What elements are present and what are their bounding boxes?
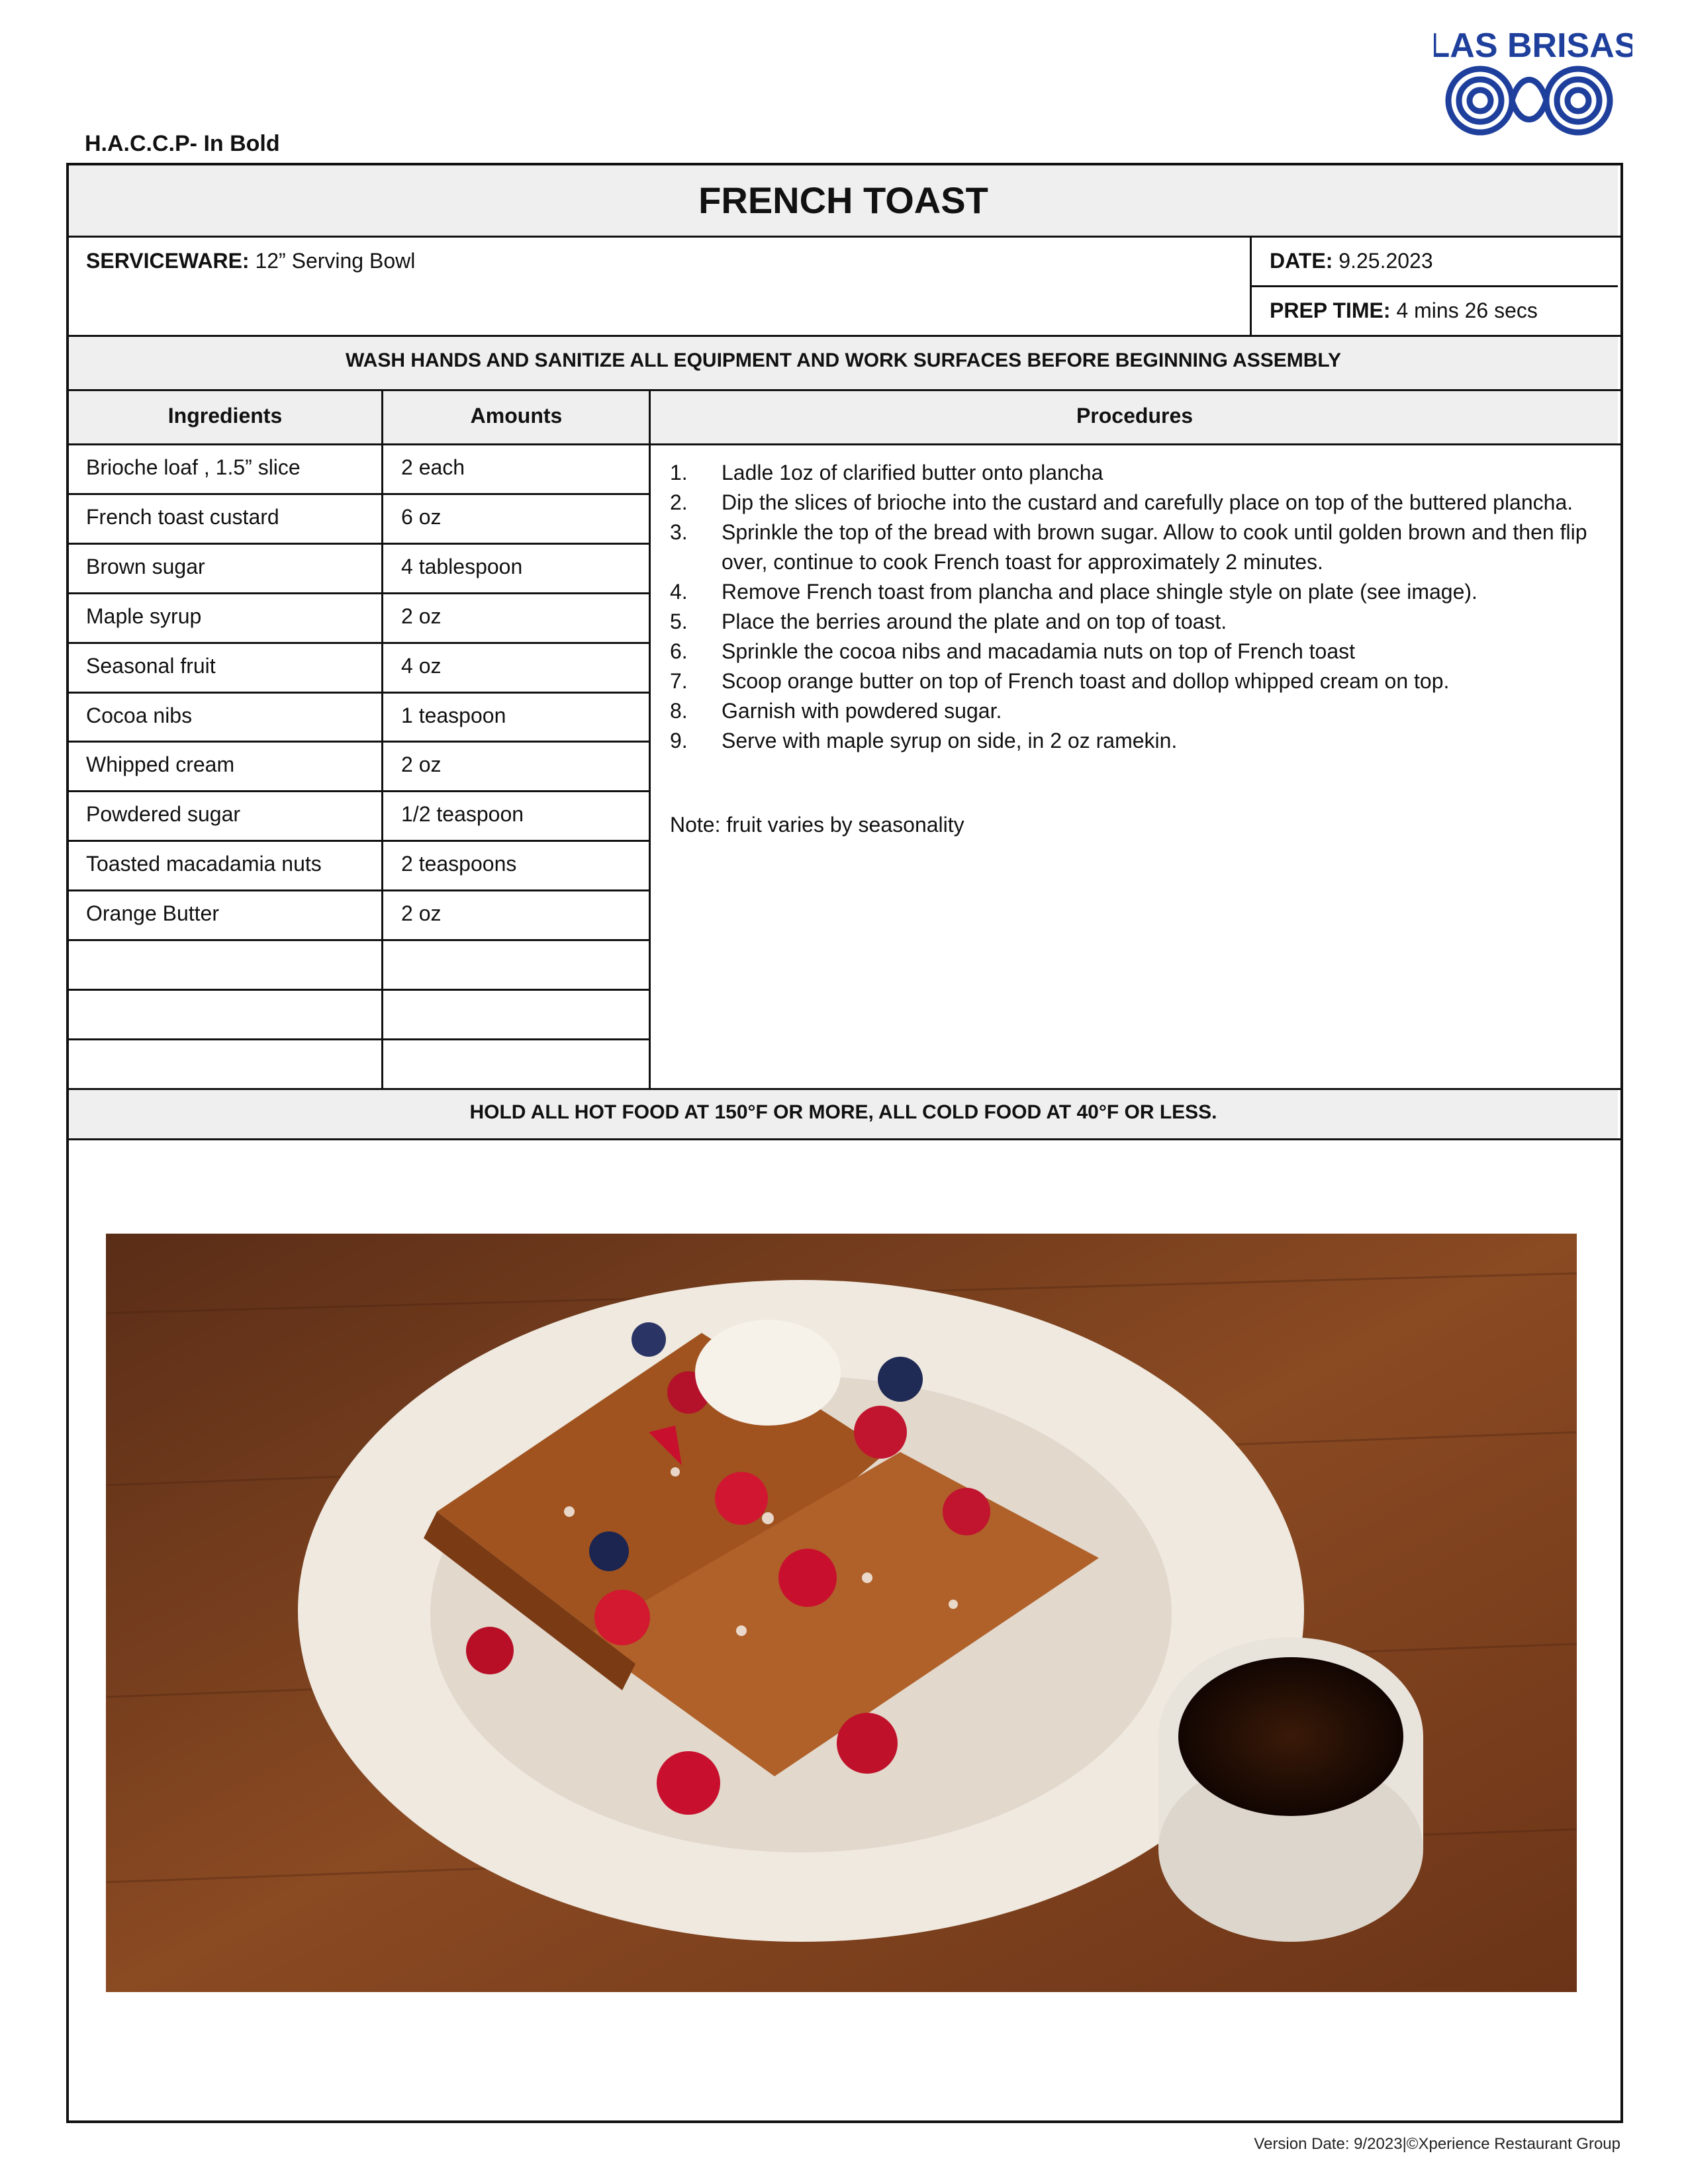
ingredient-amount: 6 oz bbox=[401, 504, 442, 529]
step-text: Dip the slices of brioche into the custard and carefully place on top of the buttered plancha. bbox=[722, 490, 1573, 514]
row-divider bbox=[66, 939, 650, 941]
ingredient-name: Brown sugar bbox=[86, 554, 205, 578]
serviceware bbox=[86, 249, 415, 273]
divider bbox=[66, 236, 1620, 238]
row-divider bbox=[66, 543, 650, 545]
ingredient-name: Cocoa nibs bbox=[86, 703, 193, 727]
step-text: Remove French toast from plancha and place shingle style on plate (see image). bbox=[722, 580, 1477, 604]
divider bbox=[66, 443, 1620, 445]
amounts-header: Amounts bbox=[470, 404, 563, 428]
serviceware-label: SERVICEWARE: bbox=[86, 249, 250, 273]
procedures-header: Procedures bbox=[1076, 404, 1194, 428]
date-value: 9.25.2023 bbox=[1338, 249, 1433, 273]
procedure-step bbox=[670, 666, 1597, 696]
step-text: Sprinkle the cocoa nibs and macadamia nuts on top of French toast bbox=[722, 639, 1355, 663]
ingredient-name: Orange Butter bbox=[86, 901, 219, 926]
step-text: Serve with maple syrup on side, in 2 oz ramekin. bbox=[722, 729, 1178, 752]
las-brisas-logo bbox=[1434, 26, 1632, 146]
ingredient-amount: 2 oz bbox=[401, 752, 442, 777]
procedure-step bbox=[670, 488, 1597, 518]
step-number: 9. bbox=[670, 729, 688, 752]
row-divider bbox=[66, 692, 650, 694]
ingredient-name: Maple syrup bbox=[86, 604, 202, 628]
procedure-step bbox=[670, 577, 1597, 607]
recipe-title: FRENCH TOAST bbox=[698, 179, 988, 221]
ingredient-amount: 1 teaspoon bbox=[401, 703, 506, 727]
french-toast-photo bbox=[106, 1234, 1577, 1992]
row-divider bbox=[66, 1038, 650, 1040]
serviceware-value: 12” Serving Bowl bbox=[255, 249, 416, 273]
step-text: Place the berries around the plate and on top of toast. bbox=[722, 610, 1227, 633]
ingredients-header: Ingredients bbox=[167, 404, 283, 428]
procedure-step bbox=[670, 696, 1597, 726]
procedures-list bbox=[670, 458, 1597, 756]
procedure-step bbox=[670, 458, 1597, 488]
ingredient-name: Seasonal fruit bbox=[86, 653, 216, 678]
step-text: Scoop orange butter on top of French toast and dollop whipped cream on top. bbox=[722, 669, 1450, 693]
row-divider bbox=[66, 493, 650, 495]
ingredient-name: Whipped cream bbox=[86, 752, 235, 777]
divider bbox=[1251, 285, 1618, 287]
prep-time-value: 4 mins 26 secs bbox=[1396, 298, 1538, 322]
step-number: 5. bbox=[670, 610, 688, 633]
ingredient-amount: 1/2 teaspoon bbox=[401, 802, 524, 827]
divider bbox=[381, 389, 383, 1088]
divider bbox=[1250, 236, 1252, 335]
row-divider bbox=[66, 889, 650, 891]
ingredient-name: Brioche loaf , 1.5” slice bbox=[86, 455, 301, 479]
haccp-note: H.A.C.C.P- In Bold bbox=[85, 131, 280, 156]
step-number: 6. bbox=[670, 639, 688, 663]
prep-time bbox=[1270, 298, 1538, 323]
ingredient-amount: 2 oz bbox=[401, 901, 442, 926]
step-number: 2. bbox=[670, 490, 688, 514]
step-number: 8. bbox=[670, 699, 688, 723]
divider bbox=[649, 389, 651, 1088]
row-divider bbox=[66, 989, 650, 991]
ingredient-amount: 2 teaspoons bbox=[401, 852, 517, 876]
step-number: 7. bbox=[670, 669, 688, 693]
ingredient-amount: 2 oz bbox=[401, 604, 442, 628]
ingredient-name: Toasted macadamia nuts bbox=[86, 852, 322, 876]
divider bbox=[66, 1088, 1620, 1090]
step-text: Garnish with powdered sugar. bbox=[722, 699, 1002, 723]
procedure-step bbox=[670, 607, 1597, 637]
prep-time-label: PREP TIME: bbox=[1270, 298, 1391, 322]
row-divider bbox=[66, 840, 650, 842]
step-text: Sprinkle the top of the bread with brown sugar. Allow to cook until golden brown and then flip over, continue to cook French toast for approximately 2 minutes. bbox=[722, 520, 1587, 574]
ingredient-amount: 4 oz bbox=[401, 653, 442, 678]
row-divider bbox=[66, 790, 650, 792]
svg-text:LAS BRISAS: LAS BRISAS bbox=[1434, 26, 1632, 65]
date bbox=[1270, 249, 1433, 273]
ingredient-amount: 2 each bbox=[401, 455, 465, 479]
row-divider bbox=[66, 642, 650, 644]
procedure-step bbox=[670, 518, 1597, 577]
step-number: 1. bbox=[670, 461, 688, 484]
ingredient-name: Powdered sugar bbox=[86, 802, 241, 827]
wash-hands-notice: WASH HANDS AND SANITIZE ALL EQUIPMENT AND WORK SURFACES BEFORE BEGINNING ASSEMBLY bbox=[346, 349, 1341, 371]
procedure-step bbox=[670, 726, 1597, 756]
step-text: Ladle 1oz of clarified butter onto plancha bbox=[722, 461, 1103, 484]
row-divider bbox=[66, 592, 650, 594]
hold-temperature-notice: HOLD ALL HOT FOOD AT 150°F OR MORE, ALL COLD FOOD AT 40°F OR LESS. bbox=[469, 1101, 1217, 1123]
divider bbox=[66, 1138, 1620, 1140]
seasonality-note: Note: fruit varies by seasonality bbox=[670, 813, 964, 837]
step-number: 4. bbox=[670, 580, 688, 604]
ingredient-name: French toast custard bbox=[86, 504, 279, 529]
version-footer: Version Date: 9/2023|©Xperience Restaurant Group bbox=[1254, 2135, 1620, 2153]
procedure-step bbox=[670, 637, 1597, 666]
step-number: 3. bbox=[670, 520, 688, 544]
date-label: DATE: bbox=[1270, 249, 1333, 273]
ingredient-amount: 4 tablespoon bbox=[401, 554, 523, 578]
divider bbox=[66, 335, 1620, 337]
divider bbox=[66, 389, 1620, 391]
row-divider bbox=[66, 741, 650, 743]
